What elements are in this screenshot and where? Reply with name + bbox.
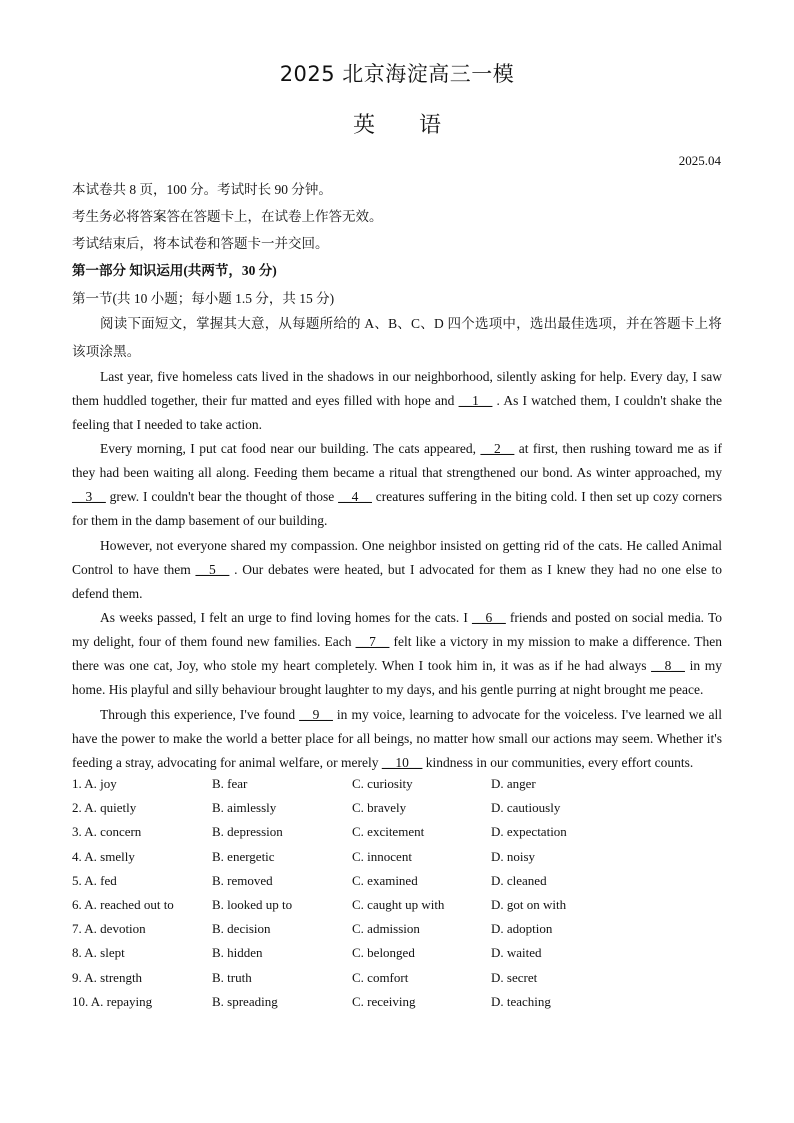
blank-10: __10__ (381, 755, 423, 770)
passage-text: Last year, five homeless cats lived in the shadows in our neighborhood, silently asking for help. Every day, I saw them huddled together, their fur matted and eyes filled with hope and (72, 369, 722, 408)
option-c: C. excitement (352, 824, 425, 840)
option-row (72, 824, 722, 848)
option-b: B. depression (212, 824, 283, 840)
option-c: C. curiosity (352, 776, 413, 791)
page-title: 2025 北京海淀高三一模 (279, 62, 515, 86)
passage-paragraph-5 (72, 703, 722, 775)
option-b: B. looked up to (212, 896, 293, 912)
directions-paragraph: 阅读下面短文，掌握其大意，从每题所给的 A、B、C、D 四个选项中，选出最佳选项，并在答题卡上将该项涂黑。 (72, 316, 722, 359)
option-b: B. truth (212, 969, 252, 985)
blank-3: __3__ (72, 489, 106, 504)
option-row (72, 994, 722, 1018)
option-row (72, 776, 722, 800)
option-a: 7. A. devotion (72, 921, 146, 937)
passage-text: . Our debates were heated, but I advocated for them as I knew they had no one else to defend them. (72, 562, 723, 601)
option-b: B. fear (212, 776, 248, 791)
option-a: 4. A. smelly (72, 848, 135, 864)
instruction-line: 本试卷共 8 页，100 分。考试时长 90 分钟。 (72, 182, 332, 197)
option-c: C. bravely (352, 800, 407, 816)
passage-text: in my home. His playful and silly behaviour brought laughter to my days, and his gentle purring at night brought me peace. (72, 658, 722, 697)
passage-text: . As I watched them, I couldn't shake the feeling that I needed to take action. (72, 393, 723, 432)
passage-text: at first, then rushing toward me as if they had been waiting all along. Feeding them became a ritual that strengthened our bond. As winter approached, my (72, 441, 723, 480)
option-c: C. examined (352, 872, 418, 888)
option-b: B. spreading (212, 993, 278, 1009)
blank-4: __4__ (338, 489, 372, 504)
option-d: D. waited (491, 945, 542, 961)
option-b: B. aimlessly (212, 800, 277, 816)
option-a: 3. A. concern (72, 824, 142, 840)
blank-2: __2__ (480, 441, 515, 456)
option-a: 6. A. reached out to (72, 896, 174, 912)
section-heading: 第一部分 知识运用(共两节，30 分) (72, 263, 277, 278)
option-row (72, 945, 722, 969)
passage-text: However, not everyone shared my compassion. One neighbor insisted on getting rid of the cats. He called Animal Control to have them (72, 538, 722, 577)
option-row (72, 849, 722, 873)
option-d: D. expectation (491, 824, 567, 840)
option-d: D. adoption (491, 921, 553, 937)
option-row (72, 873, 722, 897)
option-c: C. receiving (352, 993, 416, 1009)
option-d: D. noisy (491, 848, 536, 864)
subsection-heading: 第一节(共 10 小题；每小题 1.5 分，共 15 分) (72, 291, 335, 306)
option-a: 10. A. repaying (72, 993, 153, 1009)
instruction-line: 考生务必将答案答在答题卡上，在试卷上作答无效。 (72, 209, 383, 224)
option-d: D. cleaned (491, 872, 547, 888)
option-a: 5. A. fed (72, 872, 117, 888)
option-a: 1. A. joy (72, 776, 117, 791)
option-c: C. caught up with (352, 896, 445, 912)
passage-text: grew. I couldn't bear the thought of those (109, 489, 335, 504)
option-d: D. secret (491, 969, 538, 985)
option-row (72, 921, 722, 945)
instruction-line: 考试结束后，将本试卷和答题卡一并交回。 (72, 236, 329, 251)
option-c: C. innocent (352, 848, 412, 864)
option-b: B. energetic (212, 848, 275, 864)
option-d: D. cautiously (491, 800, 561, 816)
passage-text: kindness in our communities, every effort counts. (425, 755, 694, 770)
passage-paragraph-1 (72, 365, 722, 437)
answer-options (72, 776, 722, 1018)
blank-7: __7__ (355, 634, 390, 649)
passage-paragraph-2 (72, 437, 722, 533)
option-a: 8. A. slept (72, 945, 125, 961)
passage-text: creatures suffering in the biting cold. I then set up cozy corners for them in the damp basement of our building. (72, 489, 723, 528)
exam-date: 2025.04 (678, 153, 721, 168)
option-d: D. anger (491, 776, 536, 791)
option-row (72, 970, 722, 994)
option-c: C. comfort (352, 969, 409, 985)
blank-5: __5__ (195, 562, 230, 577)
option-b: B. hidden (212, 945, 263, 961)
option-c: C. belonged (352, 945, 415, 961)
blank-9: __9__ (299, 707, 333, 722)
passage-text: friends and posted on social media. To my delight, four of them found new families. Each (72, 610, 722, 649)
option-b: B. decision (212, 921, 271, 937)
option-b: B. removed (212, 872, 273, 888)
option-c: C. admission (352, 921, 420, 937)
option-a: 9. A. strength (72, 969, 143, 985)
passage-text: felt like a victory in my mission to make a difference. Then there was one cat, Joy, who stole my heart completely. When I took him in, it was as if he had always (72, 634, 722, 673)
blank-6: __6__ (472, 610, 506, 625)
passage-text: in my voice, learning to advocate for the voiceless. I've learned we all have the power to make the world a better place for all beings, no matter how small our actions may seem. Whether it's feeding a stray, advocating for animal welfare, or merely (72, 707, 723, 770)
option-d: D. teaching (491, 993, 551, 1009)
option-row (72, 800, 722, 824)
blank-1: __1__ (458, 393, 493, 408)
passage-text: As weeks passed, I felt an urge to find loving homes for the cats. I (100, 610, 468, 625)
option-a: 2. A. quietly (72, 800, 137, 816)
option-row (72, 897, 722, 921)
subject-title: 英语 (352, 113, 485, 138)
blank-8: __8__ (651, 658, 685, 673)
passage-paragraph-3 (72, 534, 722, 606)
passage-text: Through this experience, I've found (100, 707, 296, 722)
passage-paragraph-4 (72, 606, 722, 702)
passage-text: Every morning, I put cat food near our building. The cats appeared, (100, 441, 477, 456)
option-d: D. got on with (491, 896, 567, 912)
